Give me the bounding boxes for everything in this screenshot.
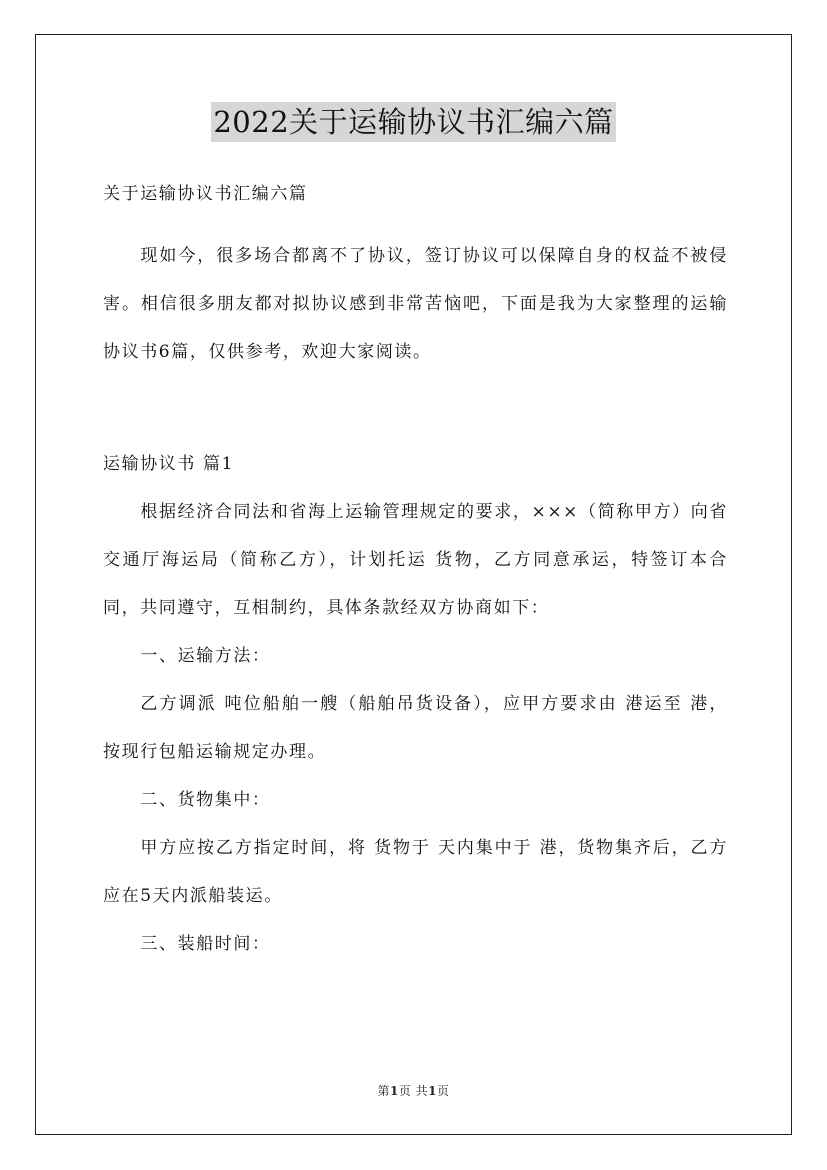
- title-container: [0, 102, 827, 142]
- footer-mid: 页 共: [398, 1084, 429, 1098]
- clause-text-transport-method: 乙方调派 吨位船舶一艘（船舶吊货设备），应甲方要求由 港运至 港，按现行包船运输规定办理。: [103, 694, 728, 762]
- contract-paragraph-preamble: 根据经济合同法和省海上运输管理规定的要求，×××（简称甲方）向省交通厅海运局（简称乙方），计划托运 货物，乙方同意承运，特签订本合同，共同遵守，互相制约，具体条款经双方协商如下：: [103, 502, 728, 618]
- footer-total-pages: 1: [428, 1084, 438, 1098]
- clause-heading-loading-time: 三、装船时间：: [140, 934, 271, 954]
- clause-heading-cargo-collection: 二、货物集中：: [140, 790, 271, 810]
- footer-suffix: 页: [437, 1084, 450, 1098]
- footer-page-number: 1: [389, 1084, 399, 1098]
- footer-prefix: 第: [377, 1084, 390, 1098]
- document-title: 2022关于运输协议书汇编六篇: [211, 102, 615, 142]
- document-subtitle: 关于运输协议书汇编六篇: [103, 184, 308, 204]
- intro-paragraph: 现如今，很多场合都离不了协议，签订协议可以保障自身的权益不被侵害。相信很多朋友都对拟协议感到非常苦恼吧，下面是我为大家整理的运输协议书6篇，仅供参考，欢迎大家阅读。: [103, 246, 728, 362]
- clause-text-cargo-collection: 甲方应按乙方指定时间，将 货物于 天内集中于 港，货物集齐后，乙方应在5天内派船装运。: [103, 838, 728, 906]
- document-body: [103, 170, 728, 968]
- section-heading: 运输协议书 篇1: [103, 454, 235, 474]
- page-footer: [0, 1082, 827, 1099]
- clause-heading-transport-method: 一、运输方法：: [140, 646, 271, 666]
